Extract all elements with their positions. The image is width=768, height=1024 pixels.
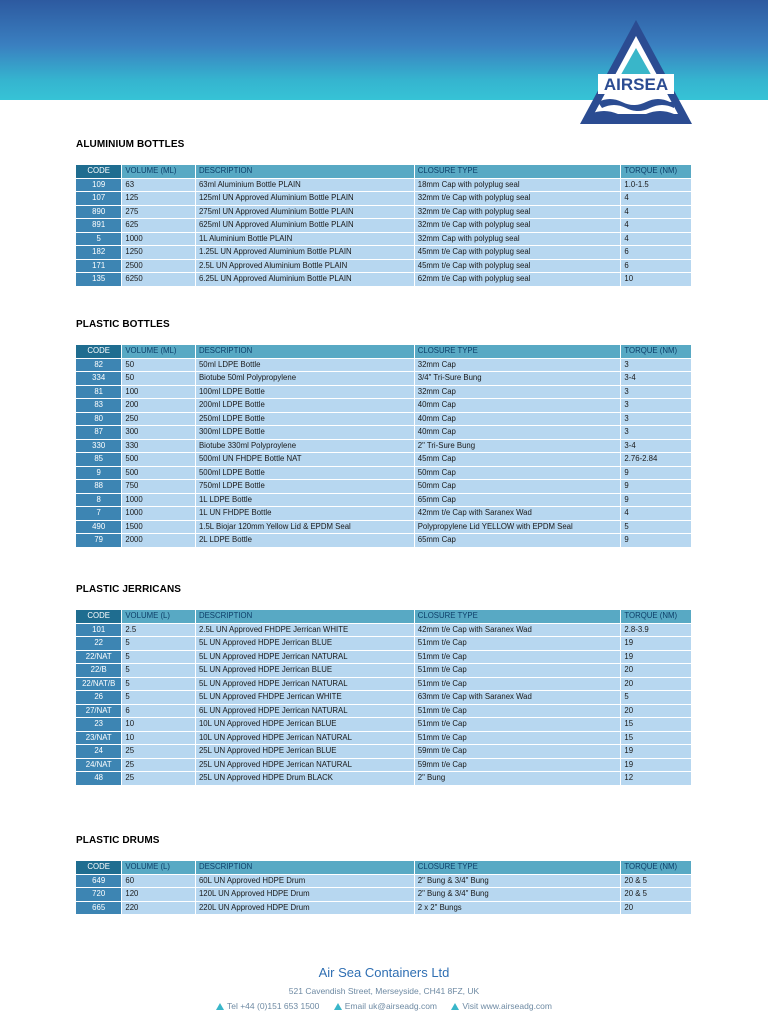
triangle-bullet-icon	[334, 1003, 342, 1010]
cell-description: 5L UN Approved HDPE Jerrican NATURAL	[196, 678, 414, 691]
table-row	[76, 888, 691, 901]
cell-code: 23/NAT	[76, 732, 121, 745]
cell-code: 48	[76, 772, 121, 785]
column-header-torque: TORQUE (NM)	[621, 345, 691, 358]
cell-code: 665	[76, 902, 121, 915]
column-header-volume: VOLUME (ML)	[122, 345, 195, 358]
cell-description: 1L UN FHDPE Bottle	[196, 507, 414, 520]
cell-code: 7	[76, 507, 121, 520]
cell-closure-type: 2 x 2" Bungs	[415, 902, 621, 915]
cell-description: 63ml Aluminium Bottle PLAIN	[196, 179, 414, 192]
cell-description: 10L UN Approved HDPE Jerrican BLUE	[196, 718, 414, 731]
cell-torque: 19	[621, 745, 691, 758]
table-row	[76, 732, 691, 745]
column-header-code: CODE	[76, 165, 121, 178]
cell-description: 200ml LDPE Bottle	[196, 399, 414, 412]
cell-closure-type: 50mm Cap	[415, 467, 621, 480]
logo-text: AIRSEA	[603, 75, 669, 94]
cell-torque: 4	[621, 233, 691, 246]
cell-code: 82	[76, 359, 121, 372]
cell-description: Biotube 50ml Polypropylene	[196, 372, 414, 385]
section-title: PLASTIC BOTTLES	[76, 319, 170, 330]
cell-description: 220L UN Approved HDPE Drum	[196, 902, 414, 915]
table-row	[76, 521, 691, 534]
cell-torque: 3	[621, 413, 691, 426]
cell-torque: 9	[621, 480, 691, 493]
column-header-torque: TORQUE (NM)	[621, 165, 691, 178]
table-row	[76, 219, 691, 232]
cell-code: 109	[76, 179, 121, 192]
contact-website[interactable]	[451, 1001, 552, 1011]
cell-code: 22/NAT/B	[76, 678, 121, 691]
cell-torque: 4	[621, 507, 691, 520]
column-header-volume: VOLUME (L)	[122, 610, 195, 623]
cell-code: 26	[76, 691, 121, 704]
cell-closure-type: 32mm Cap with polyplug seal	[415, 233, 621, 246]
airsea-logo	[576, 16, 696, 128]
cell-volume: 10	[122, 732, 195, 745]
cell-closure-type: 18mm Cap with polyplug seal	[415, 179, 621, 192]
cell-torque: 3	[621, 386, 691, 399]
cell-code: 85	[76, 453, 121, 466]
table-row	[76, 534, 691, 547]
cell-closure-type: 40mm Cap	[415, 399, 621, 412]
cell-closure-type: 59mm t/e Cap	[415, 759, 621, 772]
cell-volume: 6250	[122, 273, 195, 286]
cell-code: 24/NAT	[76, 759, 121, 772]
cell-description: 250ml LDPE Bottle	[196, 413, 414, 426]
cell-closure-type: 32mm Cap	[415, 386, 621, 399]
cell-closure-type: 51mm t/e Cap	[415, 718, 621, 731]
cell-closure-type: 51mm t/e Cap	[415, 732, 621, 745]
cell-volume: 5	[122, 691, 195, 704]
spec-table	[75, 344, 692, 548]
column-header-description: DESCRIPTION	[196, 165, 414, 178]
cell-torque: 20 & 5	[621, 875, 691, 888]
cell-closure-type: 40mm Cap	[415, 413, 621, 426]
table-row	[76, 678, 691, 691]
cell-closure-type: 42mm t/e Cap with Saranex Wad	[415, 507, 621, 520]
cell-volume: 300	[122, 426, 195, 439]
cell-torque: 20	[621, 664, 691, 677]
cell-volume: 330	[122, 440, 195, 453]
column-header-closure-type: CLOSURE TYPE	[415, 861, 621, 874]
cell-code: 720	[76, 888, 121, 901]
cell-code: 88	[76, 480, 121, 493]
cell-code: 81	[76, 386, 121, 399]
cell-closure-type: 51mm t/e Cap	[415, 678, 621, 691]
cell-torque: 5	[621, 691, 691, 704]
cell-torque: 15	[621, 732, 691, 745]
cell-code: 87	[76, 426, 121, 439]
cell-torque: 3-4	[621, 440, 691, 453]
table-row	[76, 372, 691, 385]
column-header-code: CODE	[76, 861, 121, 874]
cell-description: 25L UN Approved HDPE Drum BLACK	[196, 772, 414, 785]
cell-code: 8	[76, 494, 121, 507]
cell-description: 2.5L UN Approved Aluminium Bottle PLAIN	[196, 260, 414, 273]
cell-volume: 5	[122, 637, 195, 650]
cell-volume: 500	[122, 467, 195, 480]
table-row	[76, 233, 691, 246]
cell-torque: 20	[621, 678, 691, 691]
section-title: PLASTIC DRUMS	[76, 835, 160, 846]
cell-torque: 3-4	[621, 372, 691, 385]
cell-torque: 19	[621, 759, 691, 772]
cell-closure-type: 45mm Cap	[415, 453, 621, 466]
table-row	[76, 246, 691, 259]
table-row	[76, 192, 691, 205]
contact-phone	[216, 1001, 319, 1011]
column-header-code: CODE	[76, 345, 121, 358]
cell-description: 300ml LDPE Bottle	[196, 426, 414, 439]
cell-volume: 5	[122, 678, 195, 691]
website-text[interactable]: Visit www.airseadg.com	[462, 1001, 552, 1011]
cell-volume: 220	[122, 902, 195, 915]
cell-volume: 2000	[122, 534, 195, 547]
table-row	[76, 745, 691, 758]
cell-volume: 1000	[122, 494, 195, 507]
cell-torque: 9	[621, 534, 691, 547]
table-row	[76, 179, 691, 192]
cell-code: 27/NAT	[76, 705, 121, 718]
cell-code: 890	[76, 206, 121, 219]
cell-code: 182	[76, 246, 121, 259]
cell-closure-type: 32mm t/e Cap with polyplug seal	[415, 192, 621, 205]
cell-description: 500ml UN FHDPE Bottle NAT	[196, 453, 414, 466]
cell-code: 649	[76, 875, 121, 888]
table-row	[76, 718, 691, 731]
cell-code: 23	[76, 718, 121, 731]
table-row	[76, 705, 691, 718]
email-text[interactable]: Email uk@airseadg.com	[344, 1001, 438, 1011]
column-header-description: DESCRIPTION	[196, 861, 414, 874]
cell-volume: 250	[122, 413, 195, 426]
cell-code: 330	[76, 440, 121, 453]
cell-code: 5	[76, 233, 121, 246]
table-row	[76, 359, 691, 372]
cell-volume: 10	[122, 718, 195, 731]
section-plastic-bottles	[76, 318, 691, 548]
cell-torque: 1.0-1.5	[621, 179, 691, 192]
cell-volume: 50	[122, 359, 195, 372]
cell-volume: 750	[122, 480, 195, 493]
cell-volume: 50	[122, 372, 195, 385]
cell-closure-type: 2" Bung & 3/4" Bung	[415, 875, 621, 888]
cell-closure-type: 65mm Cap	[415, 534, 621, 547]
table-row	[76, 260, 691, 273]
cell-description: 125ml UN Approved Aluminium Bottle PLAIN	[196, 192, 414, 205]
cell-closure-type: 32mm t/e Cap with polyplug seal	[415, 219, 621, 232]
cell-torque: 15	[621, 718, 691, 731]
triangle-bullet-icon	[216, 1003, 224, 1010]
cell-torque: 20	[621, 902, 691, 915]
triangle-bullet-icon	[451, 1003, 459, 1010]
cell-code: 83	[76, 399, 121, 412]
cell-description: 120L UN Approved HDPE Drum	[196, 888, 414, 901]
cell-volume: 5	[122, 651, 195, 664]
cell-code: 24	[76, 745, 121, 758]
table-row	[76, 480, 691, 493]
cell-description: 60L UN Approved HDPE Drum	[196, 875, 414, 888]
cell-description: 50ml LDPE Bottle	[196, 359, 414, 372]
section-plastic-jerricans	[76, 583, 691, 786]
table-row	[76, 440, 691, 453]
cell-volume: 125	[122, 192, 195, 205]
cell-torque: 6	[621, 246, 691, 259]
footer	[0, 964, 768, 1013]
cell-description: 6L UN Approved HDPE Jerrican NATURAL	[196, 705, 414, 718]
cell-code: 101	[76, 624, 121, 637]
cell-description: 1.5L Biojar 120mm Yellow Lid & EPDM Seal	[196, 521, 414, 534]
cell-closure-type: 3/4" Tri-Sure Bung	[415, 372, 621, 385]
cell-description: 275ml UN Approved Aluminium Bottle PLAIN	[196, 206, 414, 219]
table-row	[76, 637, 691, 650]
cell-description: 5L UN Approved HDPE Jerrican BLUE	[196, 637, 414, 650]
cell-volume: 6	[122, 705, 195, 718]
cell-torque: 3	[621, 399, 691, 412]
cell-torque: 20	[621, 705, 691, 718]
cell-torque: 2.76-2.84	[621, 453, 691, 466]
cell-description: 5L UN Approved FHDPE Jerrican WHITE	[196, 691, 414, 704]
cell-volume: 1000	[122, 233, 195, 246]
cell-description: 25L UN Approved HDPE Jerrican NATURAL	[196, 759, 414, 772]
cell-code: 107	[76, 192, 121, 205]
cell-closure-type: 50mm Cap	[415, 480, 621, 493]
cell-closure-type: 59mm t/e Cap	[415, 745, 621, 758]
cell-code: 171	[76, 260, 121, 273]
column-header-closure-type: CLOSURE TYPE	[415, 610, 621, 623]
table-header-row	[76, 861, 691, 874]
table-header-row	[76, 345, 691, 358]
table-row	[76, 772, 691, 785]
cell-volume: 2.5	[122, 624, 195, 637]
cell-torque: 5	[621, 521, 691, 534]
cell-description: 10L UN Approved HDPE Jerrican NATURAL	[196, 732, 414, 745]
phone-text: Tel +44 (0)151 653 1500	[226, 1001, 320, 1011]
table-row	[76, 426, 691, 439]
cell-volume: 100	[122, 386, 195, 399]
table-row	[76, 759, 691, 772]
cell-torque: 2.8-3.9	[621, 624, 691, 637]
cell-volume: 5	[122, 664, 195, 677]
cell-code: 22/NAT	[76, 651, 121, 664]
cell-torque: 20 & 5	[621, 888, 691, 901]
cell-torque: 4	[621, 192, 691, 205]
column-header-description: DESCRIPTION	[196, 610, 414, 623]
section-title: ALUMINIUM BOTTLES	[76, 139, 185, 150]
cell-volume: 63	[122, 179, 195, 192]
table-row	[76, 691, 691, 704]
cell-closure-type: 65mm Cap	[415, 494, 621, 507]
cell-code: 22/B	[76, 664, 121, 677]
cell-description: 1L LDPE Bottle	[196, 494, 414, 507]
cell-torque: 19	[621, 637, 691, 650]
table-row	[76, 624, 691, 637]
cell-code: 80	[76, 413, 121, 426]
cell-description: 6.25L UN Approved Aluminium Bottle PLAIN	[196, 273, 414, 286]
table-row	[76, 273, 691, 286]
cell-closure-type: 32mm t/e Cap with polyplug seal	[415, 206, 621, 219]
cell-volume: 25	[122, 745, 195, 758]
company-address: 521 Cavendish Street, Merseyside, CH41 8FZ, UK	[288, 986, 480, 996]
spec-table	[75, 609, 692, 786]
cell-closure-type: 62mm t/e Cap with polyplug seal	[415, 273, 621, 286]
cell-volume: 1500	[122, 521, 195, 534]
cell-code: 135	[76, 273, 121, 286]
section-aluminium-bottles	[76, 138, 691, 287]
cell-torque: 6	[621, 260, 691, 273]
cell-volume: 1000	[122, 507, 195, 520]
cell-description: 100ml LDPE Bottle	[196, 386, 414, 399]
cell-torque: 4	[621, 206, 691, 219]
column-header-closure-type: CLOSURE TYPE	[415, 345, 621, 358]
table-row	[76, 651, 691, 664]
cell-closure-type: 42mm t/e Cap with Saranex Wad	[415, 624, 621, 637]
cell-volume: 500	[122, 453, 195, 466]
cell-code: 22	[76, 637, 121, 650]
cell-closure-type: 51mm t/e Cap	[415, 664, 621, 677]
column-header-description: DESCRIPTION	[196, 345, 414, 358]
cell-closure-type: 2" Tri-Sure Bung	[415, 440, 621, 453]
company-name: Air Sea Containers Ltd	[318, 965, 450, 980]
table-row	[76, 453, 691, 466]
cell-volume: 120	[122, 888, 195, 901]
cell-volume: 200	[122, 399, 195, 412]
cell-closure-type: 45mm t/e Cap with polyplug seal	[415, 260, 621, 273]
cell-torque: 4	[621, 219, 691, 232]
cell-volume: 1250	[122, 246, 195, 259]
section-title: PLASTIC JERRICANS	[76, 584, 182, 595]
cell-code: 334	[76, 372, 121, 385]
cell-closure-type: 51mm t/e Cap	[415, 705, 621, 718]
column-header-volume: VOLUME (ML)	[122, 165, 195, 178]
table-row	[76, 467, 691, 480]
spec-table	[75, 164, 692, 287]
cell-closure-type: 63mm t/e Cap with Saranex Wad	[415, 691, 621, 704]
cell-torque: 9	[621, 467, 691, 480]
column-header-code: CODE	[76, 610, 121, 623]
cell-closure-type: 45mm t/e Cap with polyplug seal	[415, 246, 621, 259]
cell-description: 750ml LDPE Bottle	[196, 480, 414, 493]
table-row	[76, 399, 691, 412]
cell-closure-type: 51mm t/e Cap	[415, 637, 621, 650]
table-row	[76, 206, 691, 219]
table-header-row	[76, 165, 691, 178]
cell-volume: 60	[122, 875, 195, 888]
cell-description: 5L UN Approved HDPE Jerrican NATURAL	[196, 651, 414, 664]
cell-closure-type: 40mm Cap	[415, 426, 621, 439]
cell-torque: 3	[621, 359, 691, 372]
cell-volume: 275	[122, 206, 195, 219]
cell-torque: 10	[621, 273, 691, 286]
column-header-volume: VOLUME (L)	[122, 861, 195, 874]
cell-description: 500ml LDPE Bottle	[196, 467, 414, 480]
table-row	[76, 494, 691, 507]
cell-closure-type: Polypropylene Lid YELLOW with EPDM Seal	[415, 521, 621, 534]
cell-code: 490	[76, 521, 121, 534]
cell-torque: 12	[621, 772, 691, 785]
table-row	[76, 413, 691, 426]
contact-line	[0, 999, 768, 1013]
cell-closure-type: 2" Bung	[415, 772, 621, 785]
column-header-closure-type: CLOSURE TYPE	[415, 165, 621, 178]
table-row	[76, 386, 691, 399]
cell-code: 891	[76, 219, 121, 232]
cell-description: 625ml UN Approved Aluminium Bottle PLAIN	[196, 219, 414, 232]
cell-description: 5L UN Approved HDPE Jerrican BLUE	[196, 664, 414, 677]
cell-code: 9	[76, 467, 121, 480]
cell-volume: 625	[122, 219, 195, 232]
table-header-row	[76, 610, 691, 623]
table-row	[76, 664, 691, 677]
table-row	[76, 902, 691, 915]
column-header-torque: TORQUE (NM)	[621, 610, 691, 623]
section-plastic-drums	[76, 834, 691, 915]
column-header-torque: TORQUE (NM)	[621, 861, 691, 874]
table-row	[76, 875, 691, 888]
cell-torque: 9	[621, 494, 691, 507]
cell-description: 1.25L UN Approved Aluminium Bottle PLAIN	[196, 246, 414, 259]
cell-closure-type: 32mm Cap	[415, 359, 621, 372]
cell-description: 2L LDPE Bottle	[196, 534, 414, 547]
cell-closure-type: 2" Bung & 3/4" Bung	[415, 888, 621, 901]
cell-torque: 3	[621, 426, 691, 439]
cell-closure-type: 51mm t/e Cap	[415, 651, 621, 664]
cell-description: 25L UN Approved HDPE Jerrican BLUE	[196, 745, 414, 758]
contact-email[interactable]	[334, 1001, 437, 1011]
cell-description: 2.5L UN Approved FHDPE Jerrican WHITE	[196, 624, 414, 637]
cell-torque: 19	[621, 651, 691, 664]
cell-volume: 2500	[122, 260, 195, 273]
cell-volume: 25	[122, 772, 195, 785]
cell-description: Biotube 330ml Polyproylene	[196, 440, 414, 453]
cell-volume: 25	[122, 759, 195, 772]
table-row	[76, 507, 691, 520]
spec-table	[75, 860, 692, 915]
cell-code: 79	[76, 534, 121, 547]
cell-description: 1L Aluminium Bottle PLAIN	[196, 233, 414, 246]
